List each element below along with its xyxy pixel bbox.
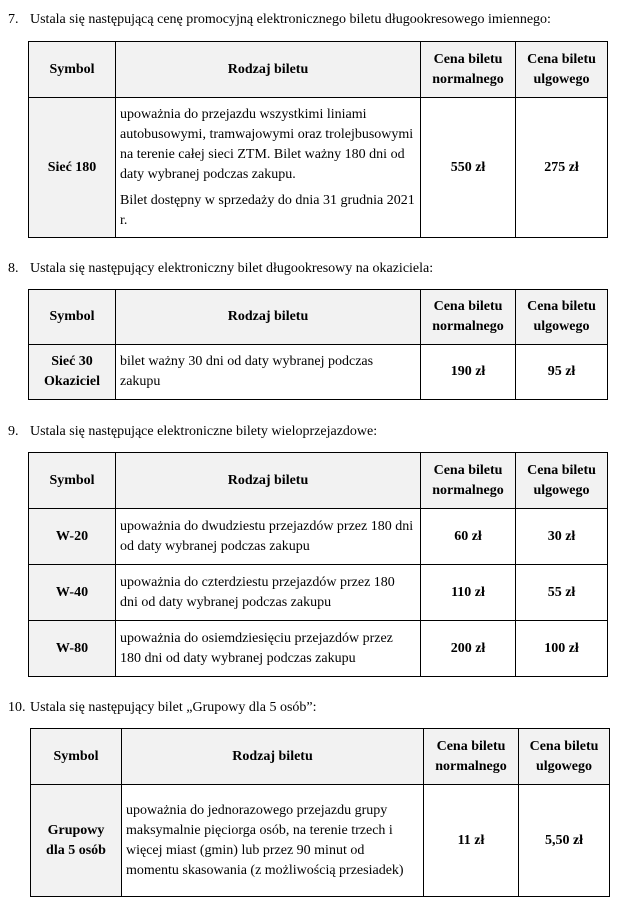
- section-heading-text: Ustala się następujące elektroniczne bilety wieloprzejazdowe:: [30, 424, 378, 439]
- price-normal: 11 zł: [424, 785, 519, 897]
- header-normal-price: Cena biletu normalnego: [424, 729, 519, 785]
- section-number: 7.: [8, 12, 19, 27]
- section-8-heading: [8, 261, 433, 277]
- ticket-symbol: W-80: [29, 621, 116, 677]
- header-type: Rodzaj biletu: [122, 729, 424, 785]
- header-reduced-price: Cena biletu ulgowego: [516, 290, 608, 345]
- ticket-symbol: W-40: [29, 565, 116, 621]
- ticket-table-7: [28, 41, 608, 238]
- price-reduced: 100 zł: [516, 621, 608, 677]
- header-type: Rodzaj biletu: [116, 42, 421, 98]
- ticket-description: upoważnia do osiemdziesięciu przejazdów przez 180 dni od daty wybranej podczas zakupu: [116, 621, 421, 677]
- section-9-heading: [8, 424, 377, 440]
- price-normal: 190 zł: [421, 345, 516, 400]
- price-reduced: 5,50 zł: [519, 785, 610, 897]
- table-row: [29, 345, 608, 400]
- header-symbol: Symbol: [29, 290, 116, 345]
- ticket-table-8: [28, 289, 608, 400]
- price-reduced: 275 zł: [516, 98, 608, 238]
- section-number: 8.: [8, 261, 19, 276]
- section-7-heading: [8, 12, 551, 28]
- table-row: [29, 509, 608, 565]
- price-normal: 550 zł: [421, 98, 516, 238]
- price-reduced: 55 zł: [516, 565, 608, 621]
- ticket-symbol: Sieć 30 Okaziciel: [29, 345, 116, 400]
- section-number: 10.: [8, 700, 26, 715]
- header-type: Rodzaj biletu: [116, 453, 421, 509]
- ticket-symbol: Grupowy dla 5 osób: [31, 785, 122, 897]
- header-normal-price: Cena biletu normalnego: [421, 453, 516, 509]
- ticket-table-10: [30, 728, 610, 897]
- section-number: 9.: [8, 424, 19, 439]
- ticket-description: upoważnia do czterdziestu przejazdów przez 180 dni od daty wybranej podczas zakupu: [116, 565, 421, 621]
- header-type: Rodzaj biletu: [116, 290, 421, 345]
- availability-note: Bilet dostępny w sprzedaży do dnia 31 grudnia 2021 r.: [120, 192, 415, 228]
- section-10-heading: [8, 700, 317, 716]
- table-row: [31, 785, 610, 897]
- ticket-description: upoważnia do jednorazowego przejazdu grupy maksymalnie pięciorga osób, na terenie trzech i więcej miast (gmin) lub przez 90 minut od momentu skasowania (z możliwością przesiadek): [122, 785, 424, 897]
- header-normal-price: Cena biletu normalnego: [421, 42, 516, 98]
- ticket-description: upoważnia do dwudziestu przejazdów przez 180 dni od daty wybranej podczas zakupu: [116, 509, 421, 565]
- section-heading-text: Ustala się następujący elektroniczny bilet długookresowy na okaziciela:: [30, 261, 434, 276]
- ticket-table-9: [28, 452, 608, 677]
- header-normal-price: Cena biletu normalnego: [421, 290, 516, 345]
- price-reduced: 95 zł: [516, 345, 608, 400]
- price-normal: 200 zł: [421, 621, 516, 677]
- section-heading-text: Ustala się następujący bilet „Grupowy dla 5 osób”:: [30, 700, 317, 715]
- header-symbol: Symbol: [31, 729, 122, 785]
- ticket-symbol: Sieć 180: [29, 98, 116, 238]
- price-normal: 110 zł: [421, 565, 516, 621]
- table-row: [29, 565, 608, 621]
- header-symbol: Symbol: [29, 42, 116, 98]
- table-row: [29, 98, 608, 238]
- header-reduced-price: Cena biletu ulgowego: [516, 42, 608, 98]
- ticket-symbol: W-20: [29, 509, 116, 565]
- header-symbol: Symbol: [29, 453, 116, 509]
- ticket-description: upoważnia do przejazdu wszystkimi liniami autobusowymi, tramwajowymi oraz trolejbusowymi na terenie całej sieci ZTM. Bilet ważny 180 dni od daty wybranej podczas zakupu. Bilet dostępny w sprzedaży do dnia 31 grudnia 2021 r.: [116, 98, 421, 238]
- price-reduced: 30 zł: [516, 509, 608, 565]
- table-row: [29, 621, 608, 677]
- price-normal: 60 zł: [421, 509, 516, 565]
- section-heading-text: Ustala się następującą cenę promocyjną elektronicznego biletu długookresowego imiennego:: [30, 12, 551, 27]
- header-reduced-price: Cena biletu ulgowego: [516, 453, 608, 509]
- header-reduced-price: Cena biletu ulgowego: [519, 729, 610, 785]
- ticket-description: bilet ważny 30 dni od daty wybranej podczas zakupu: [116, 345, 421, 400]
